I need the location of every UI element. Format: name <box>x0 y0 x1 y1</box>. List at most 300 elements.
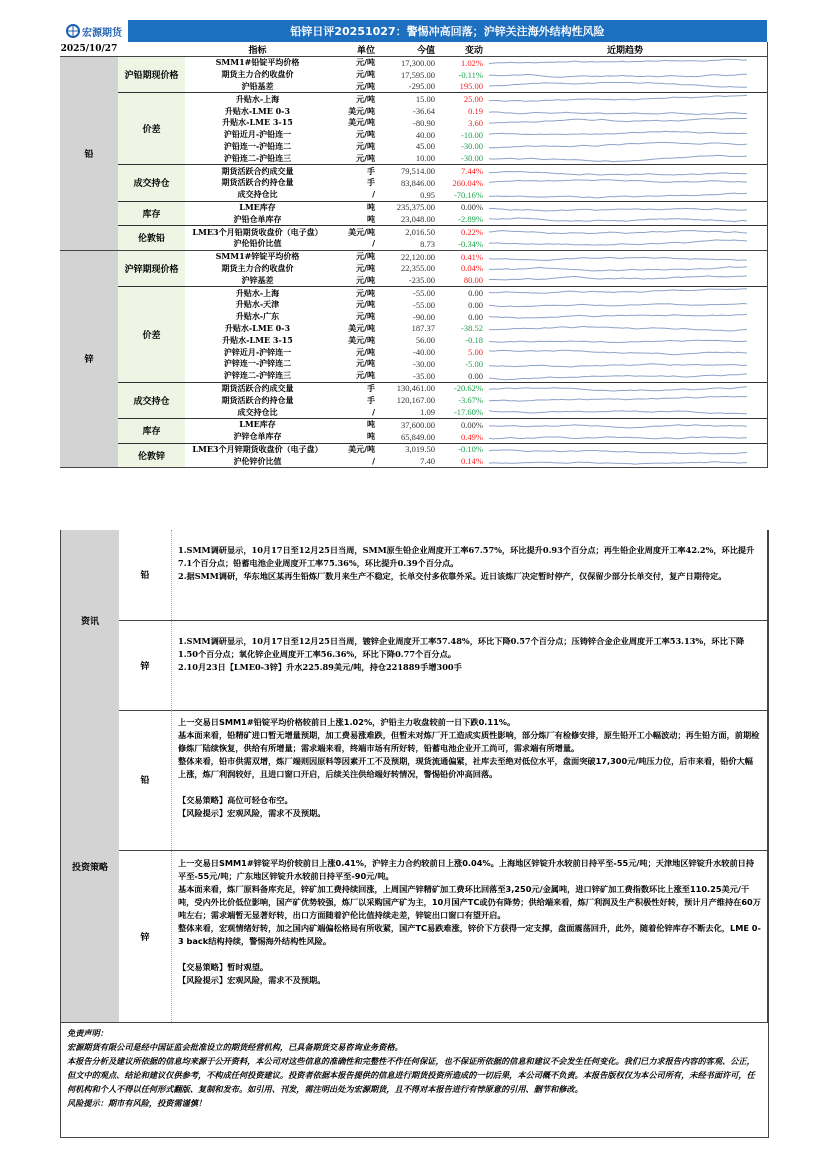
sparkline-chart <box>483 81 767 93</box>
text-line <box>178 948 761 961</box>
sparkline-chart <box>483 323 767 335</box>
sparkline-chart <box>483 117 767 129</box>
indicator-name: 沪铅基差 <box>241 80 274 91</box>
sparkline-chart <box>483 152 767 164</box>
change-value: 0.41% <box>461 251 483 262</box>
sparkline-chart <box>483 419 767 431</box>
sparkline-chart <box>483 431 767 443</box>
trend-sparkline <box>483 406 767 418</box>
unit: 手 <box>367 178 375 188</box>
unit: 元/吨 <box>356 141 375 151</box>
change-value: 0.22% <box>461 227 483 238</box>
text-line: 1.SMM调研显示，10月17日至12月25日当周，SMM原生铅企业周度开工率67.57%，环比提升0.93个百分点；再生铅企业周度开工率42.2%，环比提升7.1个百分点；铅蓄电池企业周度开工率75.36%，环比提升0.39个百分点。 <box>178 545 755 568</box>
logo-text: 宏源期货 <box>82 27 122 39</box>
change-value: -0.18 <box>465 335 483 346</box>
sparkline-chart <box>483 444 767 456</box>
logo-globe-icon <box>66 24 80 38</box>
col-change: 变动 <box>464 45 483 56</box>
current-value: 17,300.00 <box>401 57 435 68</box>
indicator-name: 沪锌近月-沪锌连一 <box>223 346 292 357</box>
unit: 元/吨 <box>356 275 375 285</box>
trend-sparkline <box>483 117 767 129</box>
current-value: -90.00 <box>413 311 435 322</box>
trend-sparkline <box>483 274 767 286</box>
indicator-name: 沪锌基差 <box>241 274 274 285</box>
report-date: 2025/10/27 <box>60 44 118 54</box>
table-row <box>185 141 767 153</box>
trend-sparkline <box>483 226 767 238</box>
trend-sparkline <box>483 383 767 395</box>
unit: 美元/吨 <box>348 227 375 237</box>
group-label: 成交持仓 <box>118 165 185 200</box>
trend-sparkline <box>483 177 767 189</box>
current-value: 22,120.00 <box>401 251 435 262</box>
report-header <box>60 20 767 42</box>
current-value: 17,595.00 <box>401 69 435 80</box>
text-line: 1.SMM调研显示，10月17日至12月25日当周，镀锌企业周度开工率57.48%，环比下降0.57个百分点；压铸锌合金企业周度开工率53.13%，环比下降1.50个百分点；氧化锌企业周度开工率56.36%，环比下降0.77个百分点。 <box>178 635 745 659</box>
table-row <box>185 263 767 275</box>
indicator-group <box>118 202 767 227</box>
sparkline-chart <box>483 57 767 69</box>
sparkline-chart <box>483 202 767 214</box>
trend-sparkline <box>483 358 767 370</box>
current-value: -40.00 <box>413 347 435 358</box>
unit: 元/吨 <box>356 312 375 322</box>
metal-label: 铅 <box>140 571 150 582</box>
indicator-name: 升贴水-LME 3-15 <box>222 117 293 128</box>
current-value: 120,167.00 <box>396 395 435 406</box>
indicator-group <box>118 226 767 250</box>
trend-sparkline <box>483 323 767 335</box>
change-value: -2.89% <box>458 214 483 225</box>
unit: 手 <box>367 166 375 176</box>
sparkline-chart <box>483 251 767 263</box>
unit: 元/吨 <box>356 252 375 262</box>
metal-label: 锌 <box>140 661 150 672</box>
strategy-lead <box>119 710 768 851</box>
trend-sparkline <box>483 105 767 117</box>
table-row <box>185 383 767 395</box>
indicator-name: 升贴水-上海 <box>235 287 280 298</box>
change-value: 0.00 <box>468 299 483 310</box>
change-value: 0.14% <box>461 456 483 467</box>
indicator-name: 成交持仓比 <box>237 189 278 200</box>
change-value: 0.00 <box>468 311 483 322</box>
current-value: 130,461.00 <box>396 383 435 394</box>
indicator-name: 升贴水-LME 0-3 <box>224 322 291 333</box>
trend-sparkline <box>483 189 767 201</box>
indicator-name: 升贴水-天津 <box>235 299 280 310</box>
sparkline-chart <box>483 406 767 418</box>
trend-sparkline <box>483 238 767 250</box>
current-value: 23,048.00 <box>401 214 435 225</box>
table-row <box>185 334 767 346</box>
table-row <box>185 444 767 456</box>
table-row <box>185 105 767 117</box>
text-line: 基本面来看，铅精矿进口暂无增量预期，加工费易涨难跌，但暂未对炼厂开工造成实质性影响，部分炼厂有检修安排，原生铅开工小幅波动；再生铅方面，前期检修炼厂陆续恢复，供给有所增量；需求端来看，终端市场有所好转，铅蓄电池企业开工尚可，需求端有所增量。 <box>178 730 760 753</box>
table-row <box>185 213 767 225</box>
strategy-text <box>171 710 768 850</box>
change-value: -30.00 <box>461 153 483 164</box>
table-row <box>185 406 767 418</box>
trend-sparkline <box>483 141 767 153</box>
indicator-group <box>118 57 767 93</box>
change-value: -5.00 <box>465 358 483 369</box>
indicator-name: 期货活跃合约持仓量 <box>221 394 294 405</box>
sparkline-chart <box>483 299 767 311</box>
trend-sparkline <box>483 346 767 358</box>
current-value: 1.09 <box>420 407 435 417</box>
text-line <box>178 781 761 794</box>
change-value: 0.04% <box>461 263 483 274</box>
current-value: -55.00 <box>413 288 435 299</box>
group-label: 价差 <box>118 287 185 381</box>
sparkline-chart <box>483 226 767 238</box>
sparkline-chart <box>483 189 767 201</box>
indicator-group <box>118 287 767 382</box>
table-row <box>185 81 767 93</box>
trend-sparkline <box>483 419 767 431</box>
col-value: 今值 <box>416 45 435 56</box>
trend-sparkline <box>483 202 767 214</box>
table-row <box>185 57 767 69</box>
sparkline-chart <box>483 287 767 299</box>
sparkline-chart <box>483 274 767 286</box>
indicator-name: 升贴水-上海 <box>235 93 280 104</box>
table-row <box>185 165 767 177</box>
trend-sparkline <box>483 251 767 263</box>
unit: 美元/吨 <box>348 323 375 333</box>
news-text <box>171 530 768 620</box>
indicator-name: 沪伦锌价比值 <box>233 455 282 466</box>
sparkline-chart <box>483 383 767 395</box>
current-value: 22,355.00 <box>401 263 435 274</box>
table-row <box>185 358 767 370</box>
current-value: 40.00 <box>415 129 435 140</box>
sparkline-chart <box>483 346 767 358</box>
disclaimer-line: 免责声明： <box>67 1028 108 1038</box>
table-row <box>185 93 767 105</box>
change-value: -20.62% <box>453 383 483 394</box>
group-label: 库存 <box>118 202 185 226</box>
current-value: 2,016.50 <box>405 227 435 238</box>
unit: 元/吨 <box>356 263 375 273</box>
table-row <box>185 129 767 141</box>
table-row <box>185 251 767 263</box>
change-value: -17.60% <box>453 407 483 417</box>
table-row <box>185 455 767 467</box>
trend-sparkline <box>483 93 767 105</box>
sparkline-chart <box>483 93 767 105</box>
change-value: 25.00 <box>463 94 483 105</box>
table-header <box>60 42 767 57</box>
sparkline-chart <box>483 177 767 189</box>
unit: 美元/吨 <box>348 444 375 454</box>
sparkline-chart <box>483 105 767 117</box>
metal-block <box>60 251 767 468</box>
indicator-name: LME3个月铅期货收盘价（电子盘） <box>192 226 323 237</box>
unit: 元/吨 <box>356 58 375 68</box>
current-value: -30.00 <box>413 358 435 369</box>
current-value: 37,600.00 <box>401 419 435 430</box>
indicator-group <box>118 383 767 419</box>
unit: 吨 <box>367 202 375 212</box>
change-value: 0.19 <box>468 106 483 117</box>
sparkline-chart <box>483 370 767 382</box>
trend-sparkline <box>483 165 767 177</box>
indicator-name: 成交持仓比 <box>237 406 278 417</box>
current-value: -235.00 <box>408 275 435 286</box>
sparkline-chart <box>483 334 767 346</box>
current-value: -80.90 <box>413 117 435 128</box>
current-value: 79,514.00 <box>401 166 435 177</box>
disclaimer-line: 风险提示：期市有风险，投资需谨慎！ <box>67 1098 207 1108</box>
unit: 吨 <box>367 420 375 430</box>
unit: 美元/吨 <box>348 106 375 116</box>
current-value: 0.95 <box>420 189 435 200</box>
indicator-table <box>60 42 768 468</box>
change-value: 3.60 <box>468 117 483 128</box>
indicator-name: 沪锌连二-沪锌连三 <box>223 370 292 381</box>
current-value: 15.00 <box>415 94 435 105</box>
current-value: 235,375.00 <box>396 202 435 213</box>
change-value: -0.10% <box>458 444 483 455</box>
unit: 手 <box>367 383 375 393</box>
indicator-name: 沪锌连一-沪锌连二 <box>223 358 292 369</box>
table-row <box>185 226 767 238</box>
metal-block <box>60 57 767 251</box>
unit: / <box>372 239 375 249</box>
table-row <box>185 346 767 358</box>
trend-sparkline <box>483 370 767 382</box>
company-logo <box>60 20 128 42</box>
indicator-name: 沪铅连一-沪铅连二 <box>223 140 292 151</box>
trend-sparkline <box>483 455 767 467</box>
indicator-name: LME库存 <box>239 419 276 430</box>
news-text <box>171 621 768 711</box>
trend-sparkline <box>483 334 767 346</box>
trend-sparkline <box>483 81 767 93</box>
metal-label: 铅 <box>140 776 150 787</box>
indicator-group <box>118 165 767 201</box>
metal-label: 铅 <box>60 57 118 250</box>
change-value: 0.49% <box>461 431 483 442</box>
indicator-name: 期货活跃合约成交量 <box>221 382 294 393</box>
indicator-group <box>118 444 767 468</box>
indicator-name: LME3个月锌期货收盘价（电子盘） <box>192 443 323 454</box>
current-value: -36.64 <box>413 106 435 117</box>
group-label: 库存 <box>118 419 185 443</box>
unit: 元/吨 <box>356 288 375 298</box>
group-label: 伦敦锌 <box>118 444 185 468</box>
table-row <box>185 323 767 335</box>
change-value: -70.16% <box>453 189 483 200</box>
indicator-name: 沪锌仓单库存 <box>233 431 282 442</box>
sparkline-chart <box>483 358 767 370</box>
change-value: -30.00 <box>461 141 483 152</box>
table-row <box>185 177 767 189</box>
report-title: 铅锌日评20251027：警惕冲高回落；沪锌关注海外结构性风险 <box>290 25 605 38</box>
section-label: 资讯 <box>61 530 119 710</box>
news-zinc <box>119 621 768 711</box>
unit: 元/吨 <box>356 371 375 381</box>
indicator-group <box>118 93 767 165</box>
news-lead <box>119 530 768 621</box>
current-value: 65,849.00 <box>401 431 435 442</box>
text-line: 整体来看，宏观情绪好转，加之国内矿端偏松格局有所收紧，国产TC易跌难涨，锌价下方获得一定支撑，盘面震荡回升，此外，随着伦锌库存不断去化，LME 0-3 back结构持续，警惕海外结构性风险。 <box>178 922 761 946</box>
table-row <box>185 274 767 286</box>
unit: 吨 <box>367 432 375 442</box>
table-row <box>185 299 767 311</box>
table-row <box>185 431 767 443</box>
sparkline-chart <box>483 455 767 467</box>
unit: 元/吨 <box>356 300 375 310</box>
trend-sparkline <box>483 57 767 69</box>
current-value: -55.00 <box>413 299 435 310</box>
table-row <box>185 202 767 214</box>
table-row <box>185 287 767 299</box>
indicator-name: 升贴水-广东 <box>235 311 280 322</box>
change-value: 260.04% <box>452 177 483 188</box>
table-row <box>185 238 767 250</box>
indicator-name: 沪铅连二-沪铅连三 <box>223 152 292 163</box>
current-value: 45.00 <box>415 141 435 152</box>
table-row <box>185 189 767 201</box>
indicator-group <box>118 419 767 444</box>
unit: / <box>372 407 375 417</box>
trend-sparkline <box>483 263 767 275</box>
table-row <box>185 419 767 431</box>
table-row <box>185 394 767 406</box>
indicator-name: LME库存 <box>239 201 276 212</box>
unit: 手 <box>367 395 375 405</box>
col-indicator: 指标 <box>248 45 267 56</box>
unit: 元/吨 <box>356 70 375 80</box>
sparkline-chart <box>483 129 767 141</box>
unit: 元/吨 <box>356 81 375 91</box>
change-value: 0.00% <box>461 419 483 430</box>
sparkline-chart <box>483 394 767 406</box>
change-value: -38.52 <box>461 323 483 334</box>
text-line: 【交易策略】高位可轻仓布空。 <box>178 795 293 805</box>
strategy-text <box>171 851 768 1022</box>
change-value: 1.02% <box>461 57 483 68</box>
text-line: 基本面来看，炼厂原料备库充足，锌矿加工费持续回涨，上周国产锌精矿加工费环比回落至3,250元/金属吨，进口锌矿加工费指数环比上涨至110.25美元/干吨，受内外比价低位影响，国产矿优势较强，炼厂以采购国产矿为主，10月国产TC或仍有降势；供给端来看，炼厂利润及生产积极性好转，预计月产维持在60万吨左右；需求端暂无显著好转，出口方面随着沪伦比值持续走差，锌锭出口窗口有望开启。 <box>178 883 761 920</box>
text-line: 上一交易日SMM1#铅锭平均价格较前日上涨1.02%，沪铅主力收盘较前一日下跌0.11%。 <box>178 717 516 727</box>
disclaimer-line: 宏源期货有限公司是经中国证监会批准设立的期货经营机构，已具备期货交易咨询业务资格。 <box>67 1042 403 1052</box>
indicator-name: 沪铅仓单库存 <box>233 213 282 224</box>
disclaimer <box>60 1022 769 1138</box>
unit: 美元/吨 <box>348 118 375 128</box>
current-value: 3,019.50 <box>405 444 435 455</box>
indicator-name: 沪伦铅价比值 <box>233 238 282 249</box>
text-line: 整体来看，铅市供需双增，炼厂端则因原料等因素开工不及预期，现货流通偏紧，社库去至绝对低位水平，盘面突破17,300元/吨压力位，后市来看，铅价大幅上涨，炼厂利润较好，且进口窗口开启，后续关注供给端好转情况，警惕铅价冲高回落。 <box>178 756 753 779</box>
unit: / <box>372 456 375 466</box>
indicator-name: 期货活跃合约持仓量 <box>221 177 294 188</box>
trend-sparkline <box>483 152 767 164</box>
table-row <box>185 69 767 81</box>
trend-sparkline <box>483 311 767 323</box>
current-value: 10.00 <box>415 153 435 164</box>
unit: 元/吨 <box>356 359 375 369</box>
change-value: 0.00% <box>461 202 483 213</box>
sparkline-chart <box>483 263 767 275</box>
metal-label: 锌 <box>60 251 118 467</box>
trend-sparkline <box>483 69 767 81</box>
indicator-name: 期货活跃合约成交量 <box>221 165 294 176</box>
change-value: 195.00 <box>459 81 483 92</box>
sparkline-chart <box>483 238 767 250</box>
group-label: 沪锌期现价格 <box>118 251 185 286</box>
trend-sparkline <box>483 444 767 456</box>
col-unit: 单位 <box>356 45 375 56</box>
text-line: 【风险提示】宏观风险，需求不及预期。 <box>178 974 326 985</box>
text-line: 2.据SMM调研，华东地区某再生铅炼厂数月来生产不稳定，长单交付多依靠外采。近日该炼厂决定暂时停产，仅保留少部分长单交付，复产日期待定。 <box>178 571 727 581</box>
sparkline-chart <box>483 311 767 323</box>
col-trend: 近期趋势 <box>606 45 643 56</box>
text-line: 2.10月23日【LME0-3锌】升水225.89美元/吨，持仓221889手增300手 <box>178 661 462 672</box>
unit: 元/吨 <box>356 130 375 140</box>
trend-sparkline <box>483 213 767 225</box>
trend-sparkline <box>483 129 767 141</box>
current-value: -295.00 <box>408 81 435 92</box>
table-row <box>185 117 767 129</box>
strategy-zinc <box>119 851 768 1022</box>
indicator-group <box>118 251 767 287</box>
change-value: 0.00 <box>468 288 483 299</box>
unit: 元/吨 <box>356 347 375 357</box>
change-value: 5.00 <box>468 347 483 358</box>
change-value: 80.00 <box>463 275 483 286</box>
text-line: 【风险提示】宏观风险，需求不及预期。 <box>178 808 326 818</box>
group-label: 价差 <box>118 93 185 164</box>
indicator-name: 升贴水-LME 0-3 <box>224 105 291 116</box>
change-value: -0.34% <box>458 238 483 249</box>
indicator-name: SMM1#锌锭平均价格 <box>215 251 300 262</box>
indicator-name: SMM1#铅锭平均价格 <box>215 57 300 68</box>
current-value: 8.73 <box>420 238 435 249</box>
sparkline-chart <box>483 165 767 177</box>
group-label: 沪铅期现价格 <box>118 57 185 92</box>
current-value: 187.37 <box>411 323 435 334</box>
current-value: 7.40 <box>420 456 435 467</box>
change-value: 7.44% <box>461 166 483 177</box>
indicator-name: 升贴水-LME 3-15 <box>222 334 293 345</box>
metal-label: 锌 <box>140 932 150 943</box>
change-value: -10.00 <box>461 129 483 140</box>
change-value: 0.00 <box>468 370 483 381</box>
current-value: 83,846.00 <box>401 177 435 188</box>
group-label: 成交持仓 <box>118 383 185 418</box>
table-row <box>185 311 767 323</box>
change-value: -3.67% <box>458 395 483 406</box>
change-value: -0.11% <box>458 69 483 80</box>
table-row <box>185 152 767 164</box>
section-label: 投资策略 <box>61 710 119 1022</box>
unit: 元/吨 <box>356 94 375 104</box>
trend-sparkline <box>483 299 767 311</box>
current-value: -35.00 <box>413 370 435 381</box>
indicator-name: 期货主力合约收盘价 <box>221 262 294 273</box>
unit: 美元/吨 <box>348 335 375 345</box>
text-line: 【交易策略】暂时观望。 <box>178 961 269 972</box>
unit: 元/吨 <box>356 153 375 163</box>
unit: / <box>372 190 375 200</box>
indicator-name: 沪铅近月-沪铅连一 <box>223 129 292 140</box>
sparkline-chart <box>483 69 767 81</box>
strategy-section <box>60 710 769 1023</box>
trend-sparkline <box>483 394 767 406</box>
